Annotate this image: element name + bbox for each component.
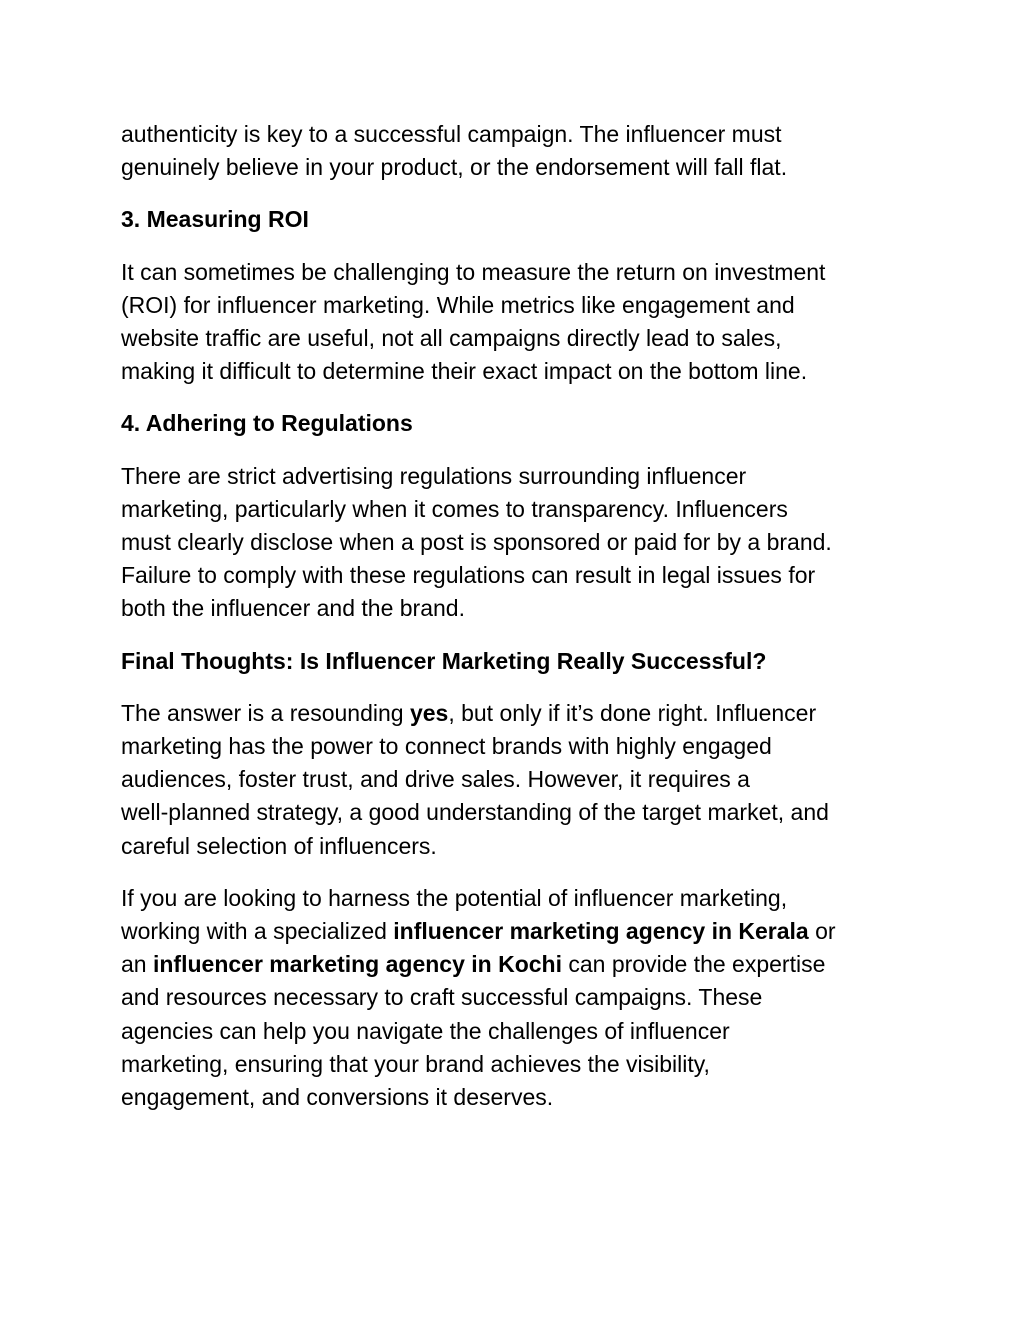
text-line: There are strict advertising regulations surrounding influencer <box>121 462 747 489</box>
text-run: an <box>121 951 153 978</box>
text-line: engagement, and conversions it deserves. <box>121 1084 554 1111</box>
text-line <box>121 948 921 981</box>
text-line: genuinely believe in your product, or the endorsement will fall flat. <box>121 154 788 181</box>
text-run: , but only if it’s done right. Influencer <box>448 699 817 726</box>
agency-paragraph <box>121 882 921 1114</box>
text-line: (ROI) for influencer marketing. While metrics like engagement and <box>121 291 795 318</box>
text-line: If you are looking to harness the potential of influencer marketing, <box>121 884 788 911</box>
text-line: careful selection of influencers. <box>121 832 437 859</box>
text-line: audiences, foster trust, and drive sales. However, it requires a <box>121 766 750 793</box>
text-run: or <box>808 918 836 945</box>
text-line: making it difficult to determine their exact impact on the bottom line. <box>121 358 808 385</box>
text-line: It can sometimes be challenging to measure the return on investment <box>121 258 826 285</box>
text-line <box>121 915 921 948</box>
bold-agency-kerala: influencer marketing agency in Kerala <box>393 918 809 945</box>
text-line: and resources necessary to craft successful campaigns. These <box>121 984 763 1011</box>
bold-yes: yes <box>409 699 449 726</box>
heading-adhering-to-regulations: 4. Adhering to Regulations <box>121 410 413 437</box>
intro-paragraph <box>121 118 921 184</box>
text-line <box>121 697 921 730</box>
heading-measuring-roi: 3. Measuring ROI <box>121 206 309 233</box>
text-line: marketing, particularly when it comes to transparency. Influencers <box>121 495 788 522</box>
bold-agency-kochi: influencer marketing agency in Kochi <box>152 951 562 978</box>
roi-paragraph <box>121 256 921 389</box>
text-line: must clearly disclose when a post is sponsored or paid for by a brand. <box>121 529 832 556</box>
document-page <box>121 118 921 1133</box>
text-run: The answer is a resounding <box>121 699 410 726</box>
text-line: marketing has the power to connect brands with highly engaged <box>121 733 772 760</box>
regulations-paragraph <box>121 460 921 626</box>
text-line: authenticity is key to a successful campaign. The influencer must <box>121 121 782 147</box>
answer-paragraph <box>121 697 921 863</box>
heading-final-thoughts: Final Thoughts: Is Influencer Marketing Really Successful? <box>121 647 767 674</box>
text-run: working with a specialized <box>121 918 394 945</box>
text-line: agencies can help you navigate the challenges of influencer <box>121 1017 730 1044</box>
text-line: both the influencer and the brand. <box>121 595 465 622</box>
text-run: can provide the expertise <box>561 951 826 978</box>
text-line: marketing, ensuring that your brand achieves the visibility, <box>121 1050 710 1077</box>
text-line: website traffic are useful, not all campaigns directly lead to sales, <box>121 325 782 352</box>
text-line: Failure to comply with these regulations can result in legal issues for <box>121 562 816 589</box>
text-line: well-planned strategy, a good understanding of the target market, and <box>121 799 829 826</box>
